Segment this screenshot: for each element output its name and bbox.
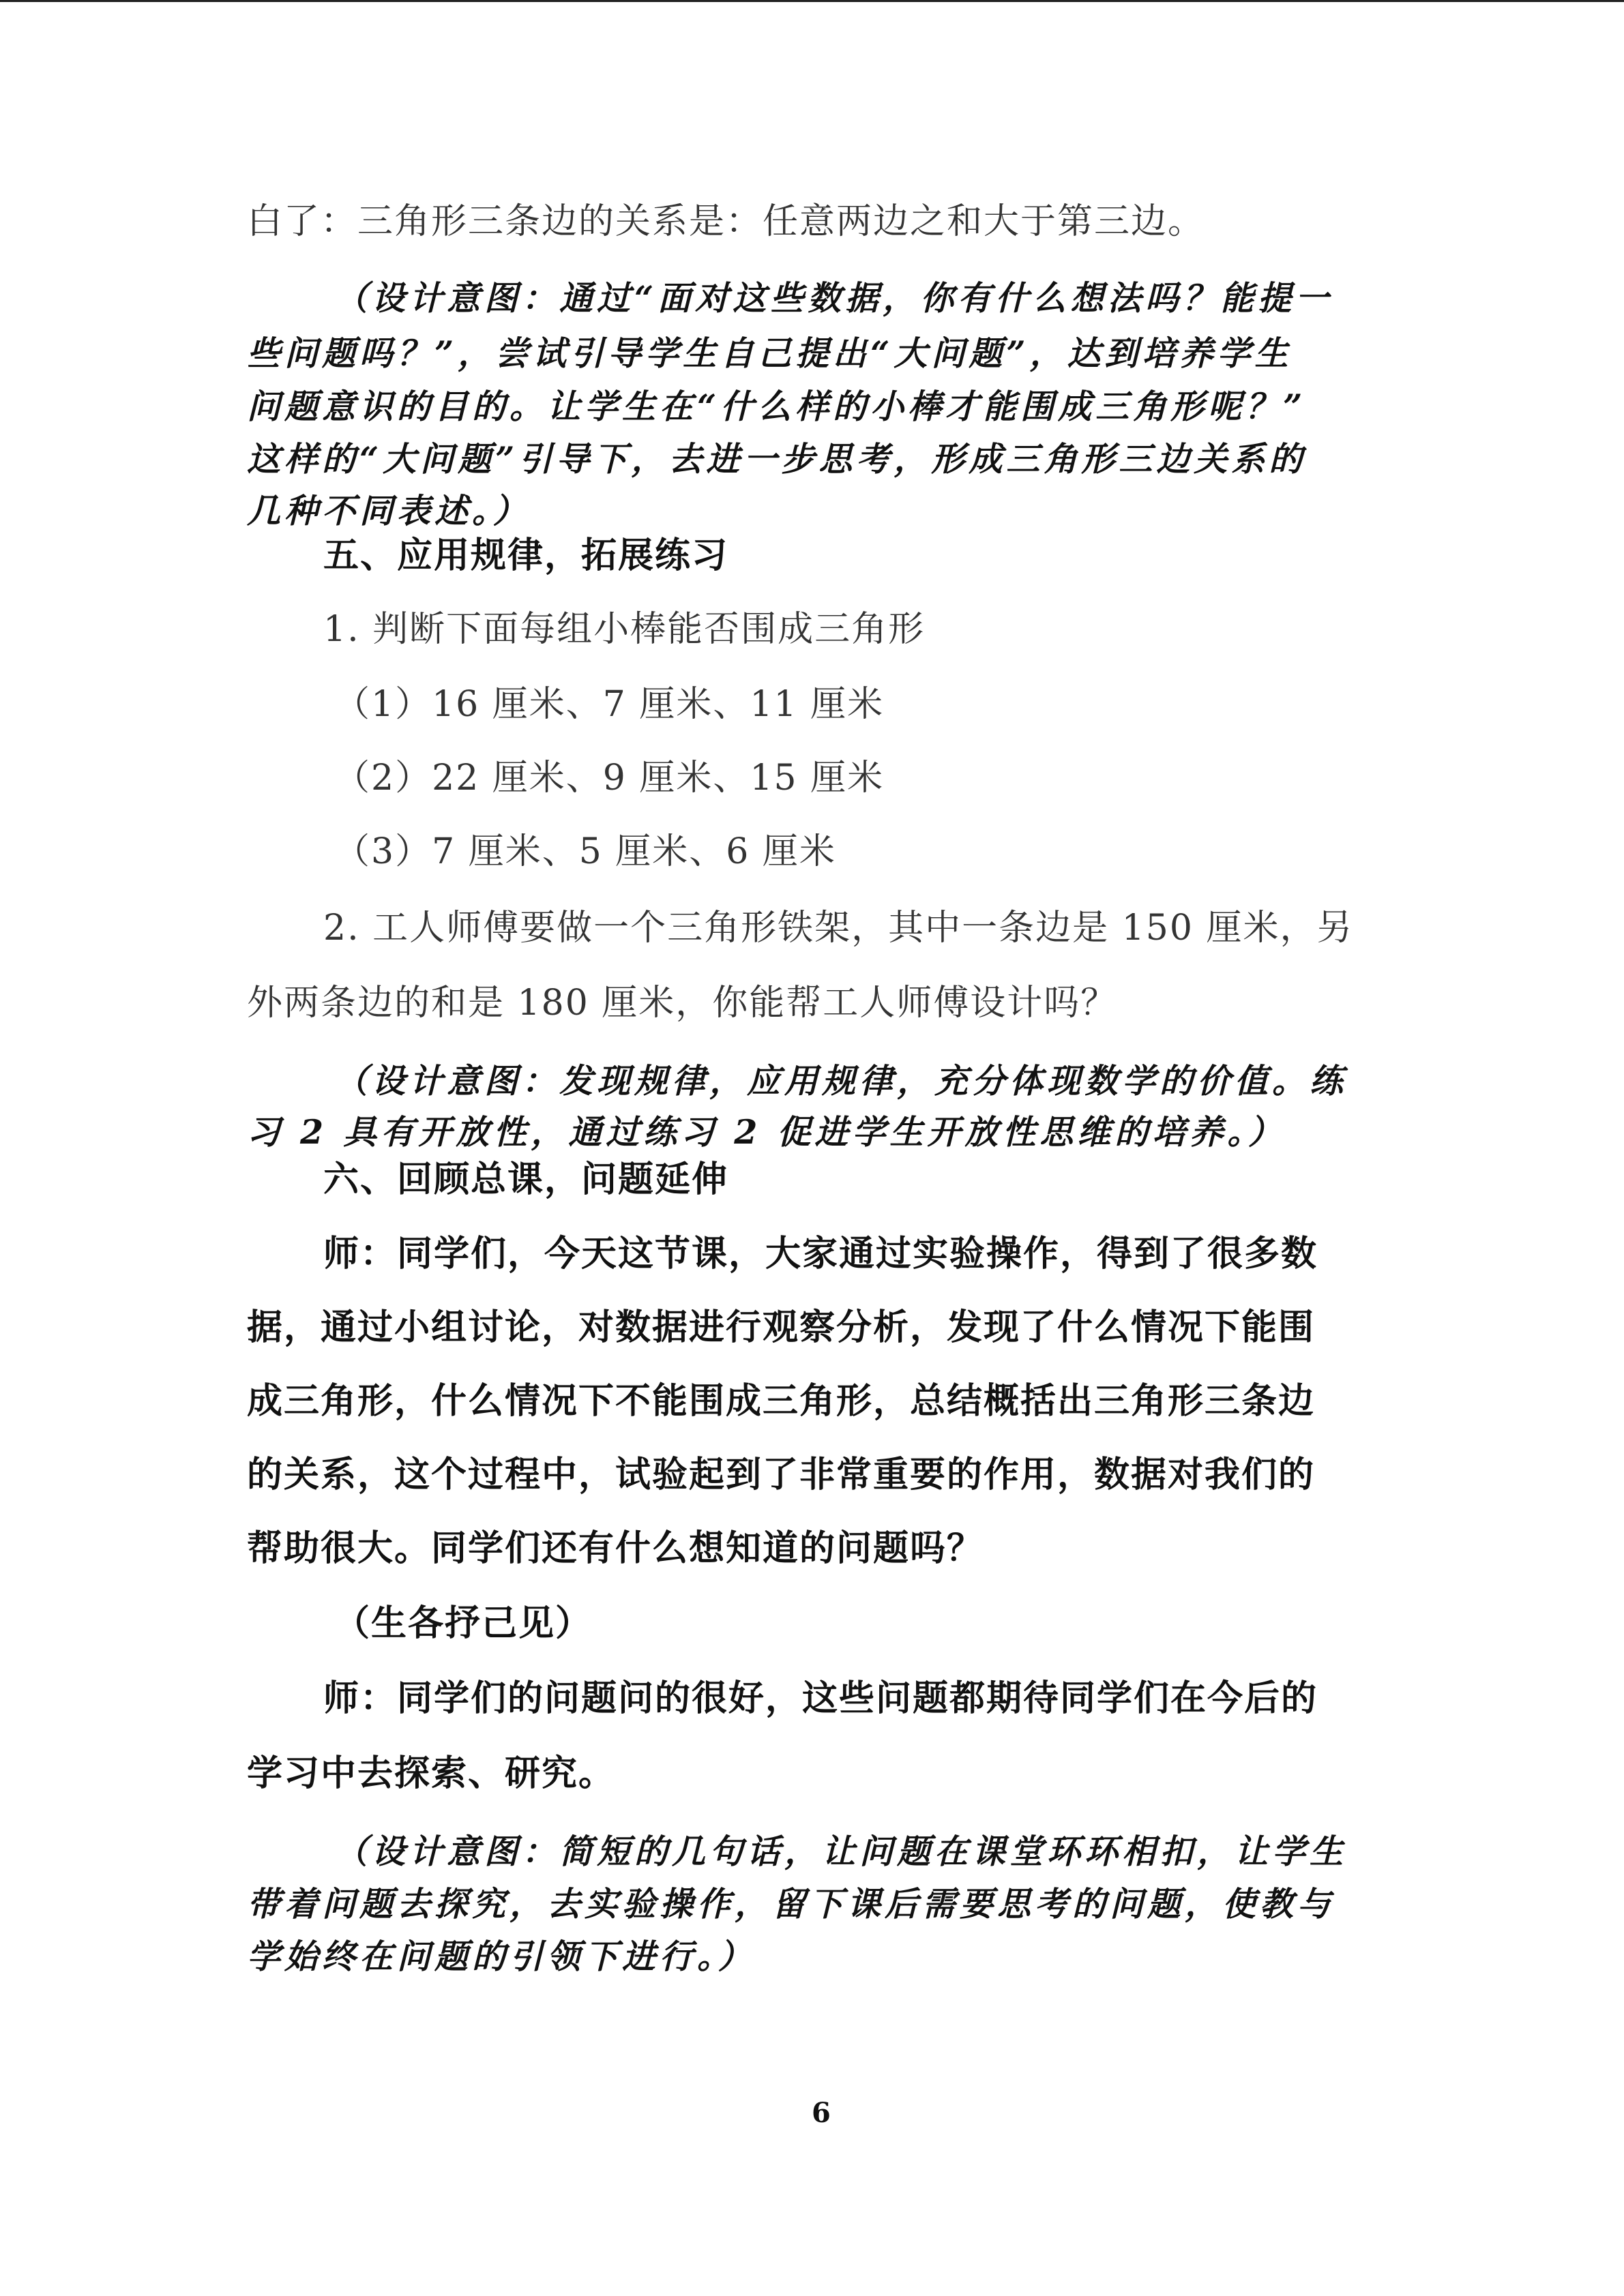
design-intent-note-3-line-1: （设计意图：简短的几句话，让问题在课堂环环相扣，让学生: [334, 1832, 1348, 1871]
paragraph-line-conclusion: 白了：三角形三条边的关系是：任意两边之和大于第三边。: [247, 201, 1205, 242]
teacher-summary-line-3: 成三角形，什么情况下不能围成三角形，总结概括出三角形三条边: [247, 1380, 1316, 1422]
page-number: 6: [812, 2097, 831, 2129]
design-intent-note-2-line-1: （设计意图：发现规律，应用规律，充分体现数学的价值。练: [334, 1061, 1348, 1101]
teacher-summary-line-1: 师：同学们，今天这节课，大家通过实验操作，得到了很多数: [323, 1233, 1318, 1274]
top-border-rule: [0, 0, 1624, 2]
exercise-2-line-2: 外两条边的和是 180 厘米，你能帮工人师傅设计吗？: [247, 983, 1118, 1024]
teacher-summary-line-4: 的关系，这个过程中，试验起到了非常重要的作用，数据对我们的: [247, 1454, 1316, 1495]
design-intent-note-1-line-1: （设计意图：通过“面对这些数据，你有什么想法吗？能提一: [334, 278, 1333, 318]
exercise-1-item-2: （2）22 厘米、9 厘米、15 厘米: [334, 758, 885, 799]
teacher-closing-line-1: 师：同学们的问题问的很好，这些问题都期待同学们在今后的: [323, 1678, 1318, 1719]
design-intent-note-1-line-3: 问题意识的目的。让学生在“什么样的小棒才能围成三角形呢？”: [247, 387, 1307, 426]
exercise-1-title: 1. 判断下面每组小棒能否围成三角形: [323, 609, 926, 650]
student-response-line: （生各抒己见）: [334, 1602, 593, 1644]
design-intent-note-1-line-2: 些问题吗？”，尝试引导学生自己提出“大问题”，达到培养学生: [247, 333, 1293, 373]
design-intent-note-3-line-3: 学始终在问题的引领下进行。）: [247, 1937, 756, 1976]
exercise-1-item-1: （1）16 厘米、7 厘米、11 厘米: [334, 684, 885, 725]
exercise-1-item-3: （3）7 厘米、5 厘米、6 厘米: [334, 831, 836, 872]
design-intent-note-3-line-2: 带着问题去探究，去实验操作，留下课后需要思考的问题，使教与: [247, 1884, 1335, 1924]
design-intent-note-1-line-4: 这样的“大问题”引导下，去进一步思考，形成三角形三边关系的: [247, 439, 1307, 479]
design-intent-note-2-line-2: 习 2 具有开放性，通过练习 2 促进学生开放性思维的培养。）: [247, 1112, 1286, 1152]
teacher-summary-line-5: 帮助很大。同学们还有什么想知道的问题吗？: [247, 1527, 984, 1569]
section-heading-review: 六、回顾总课，问题延伸: [323, 1159, 729, 1200]
section-heading-apply-rules: 五、应用规律，拓展练习: [323, 535, 729, 576]
teacher-summary-line-2: 据，通过小组讨论，对数据进行观察分析，发现了什么情况下能围: [247, 1307, 1316, 1348]
teacher-closing-line-2: 学习中去探索、研究。: [247, 1753, 616, 1794]
design-intent-note-1-line-5: 几种不同表述。）: [247, 491, 531, 531]
exercise-2-line-1: 2. 工人师傅要做一个三角形铁架，其中一条边是 150 厘米，另: [323, 908, 1354, 949]
